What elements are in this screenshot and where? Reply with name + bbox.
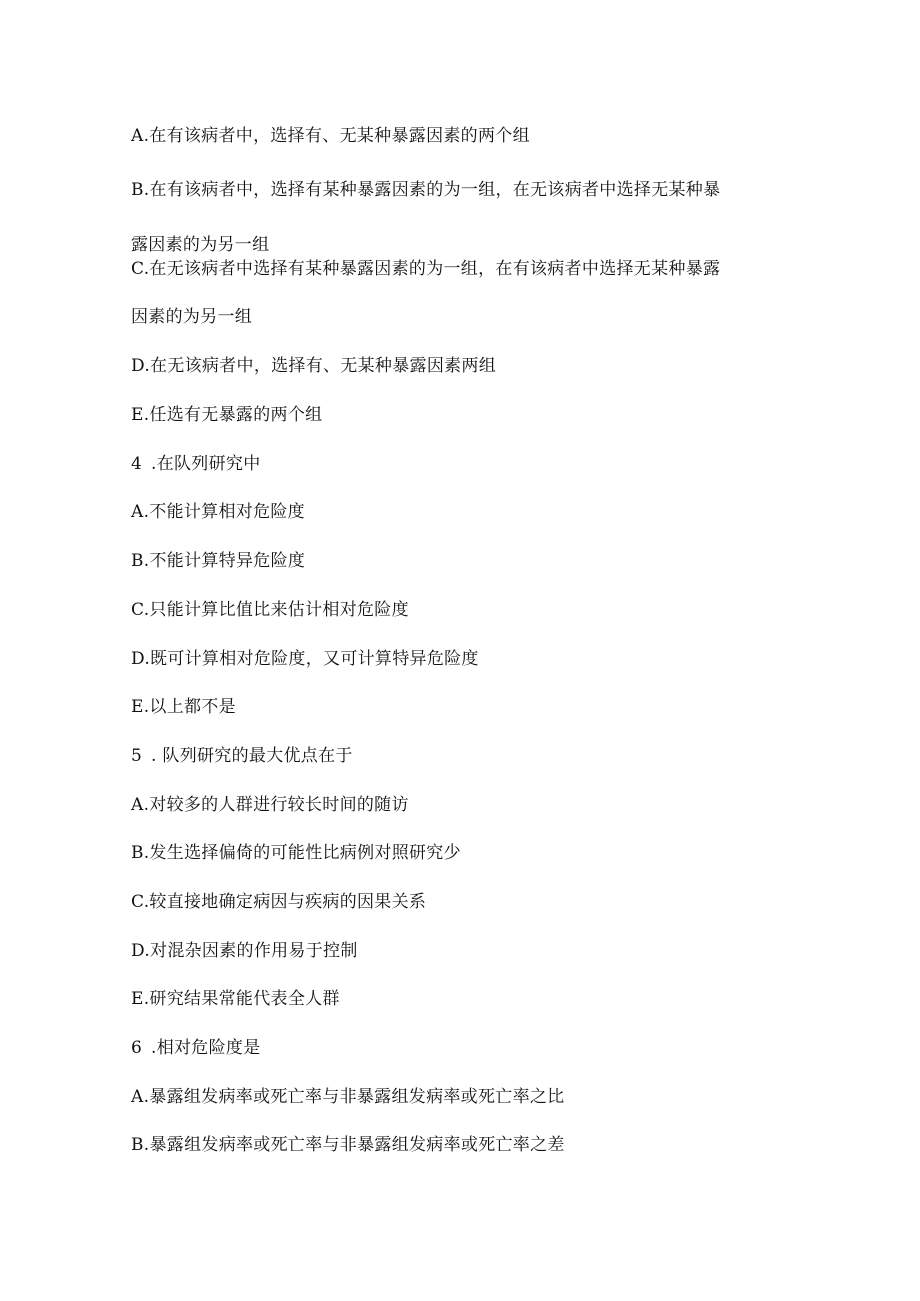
q3-option-c-line1: C.在无该病者中选择有某种暴露因素的为一组，在有该病者中选择无某种暴露: [131, 259, 721, 279]
q3-option-c-line2: 因素的为另一组: [131, 307, 253, 327]
q5-option-c: C.较直接地确定病因与疾病的因果关系: [131, 892, 427, 912]
q6-number: 6: [131, 1038, 143, 1058]
q4-number: 4: [131, 454, 143, 474]
q6-stem: .相对危险度是: [151, 1038, 261, 1058]
q6-option-a: A.暴露组发病率或死亡率与非暴露组发病率或死亡率之比: [131, 1087, 565, 1107]
q4-option-c: C.只能计算比值比来估计相对危险度: [131, 600, 409, 620]
q4-option-e: E.以上都不是: [131, 697, 236, 717]
q4-option-d: D.既可计算相对危险度，又可计算特异危险度: [131, 649, 479, 669]
q5-option-d: D.对混杂因素的作用易于控制: [131, 941, 358, 961]
q5-question: [131, 745, 353, 767]
q5-stem: . 队列研究的最大优点在于: [151, 746, 353, 766]
q4-option-b: B.不能计算特异危险度: [131, 551, 306, 571]
q4-question: [131, 453, 261, 475]
q6-option-b: B.暴露组发病率或死亡率与非暴露组发病率或死亡率之差: [131, 1135, 565, 1155]
q3-option-b-line1: B.在有该病者中，选择有某种暴露因素的为一组，在无该病者中选择无某种暴: [131, 180, 721, 200]
q5-option-a: A.对较多的人群进行较长时间的随访: [131, 795, 409, 815]
q3-option-d: D.在无该病者中，选择有、无某种暴露因素两组: [131, 356, 497, 376]
q3-option-e: E.任选有无暴露的两个组: [131, 405, 323, 425]
q3-option-a: A.在有该病者中，选择有、无某种暴露因素的两个组: [131, 126, 530, 146]
q4-option-a: A.不能计算相对危险度: [131, 502, 305, 522]
q4-stem: .在队列研究中: [151, 454, 261, 474]
q3-option-b-line2: 露因素的为另一组: [131, 235, 270, 255]
q5-option-e: E.研究结果常能代表全人群: [131, 989, 340, 1009]
q5-option-b: B.发生选择偏倚的可能性比病例对照研究少: [131, 843, 461, 863]
q5-number: 5: [131, 746, 143, 766]
q6-question: [131, 1037, 261, 1059]
